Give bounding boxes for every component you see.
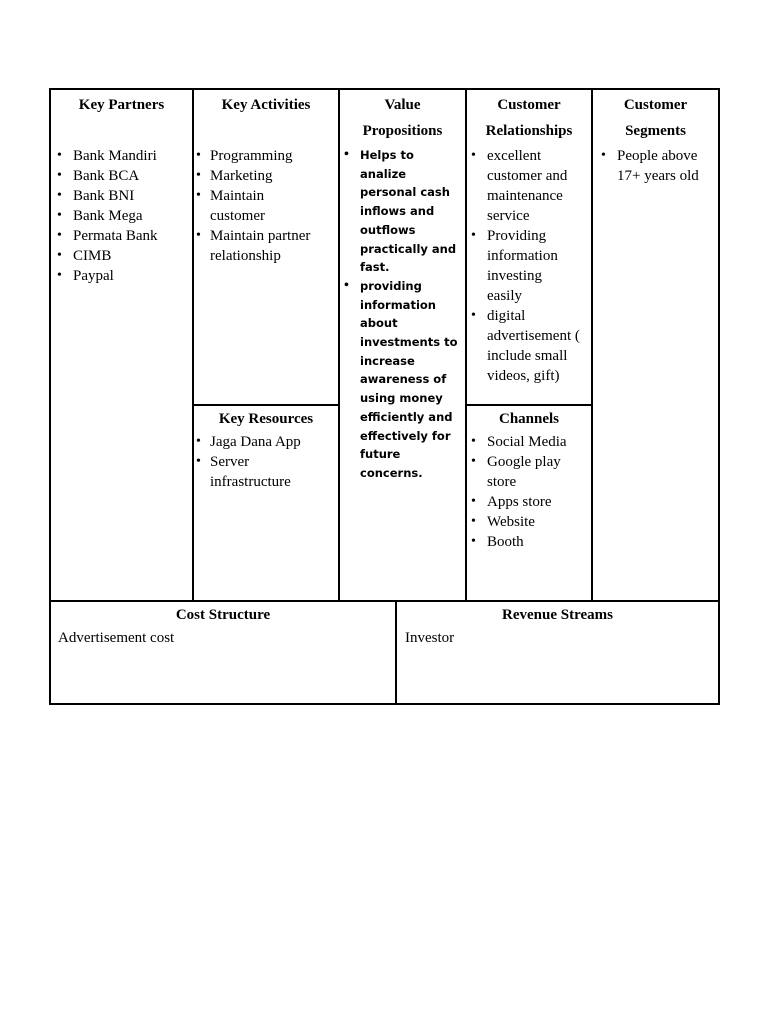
key-resources-heading: Key Resources bbox=[218, 411, 314, 427]
list-item: • excellent customer and maintenance service bbox=[467, 146, 591, 226]
cost-structure-heading: Cost Structure bbox=[175, 607, 271, 623]
key-activities-section bbox=[194, 90, 338, 404]
key-resources-list bbox=[194, 432, 338, 492]
list-item: • CIMB bbox=[53, 246, 192, 266]
channels-list bbox=[467, 432, 591, 552]
customer-segments-section bbox=[593, 90, 718, 600]
cost-structure-section bbox=[51, 602, 395, 703]
revenue-streams-section bbox=[397, 602, 718, 703]
list-item: • Social Media bbox=[467, 432, 581, 452]
key-partners-list bbox=[51, 146, 192, 286]
list-item: • digital advertisement ( include small videos, gift) bbox=[467, 306, 591, 386]
border-right bbox=[718, 88, 720, 705]
value-propositions-section bbox=[340, 90, 465, 600]
list-item: • Bank Mega bbox=[53, 206, 192, 226]
list-item: • Paypal bbox=[53, 266, 192, 286]
revenue-streams-heading: Revenue Streams bbox=[502, 607, 613, 623]
list-item: • Apps store bbox=[467, 492, 581, 512]
revenue-streams-text: Investor bbox=[405, 630, 455, 646]
customer-relationships-heading: Customer Relationships bbox=[485, 97, 573, 139]
channels-section bbox=[467, 406, 591, 600]
list-item: • Booth bbox=[467, 532, 581, 552]
list-item: • Bank Mandiri bbox=[53, 146, 192, 166]
value-propositions-heading: Value Propositions bbox=[362, 97, 443, 139]
customer-relationships-section bbox=[467, 90, 591, 404]
key-partners-heading: Key Partners bbox=[78, 97, 165, 113]
list-item: • Programming bbox=[194, 146, 338, 166]
list-item: • Google play store bbox=[467, 452, 581, 492]
key-activities-heading: Key Activities bbox=[221, 97, 311, 113]
list-item: • Server infrastructure bbox=[194, 452, 338, 492]
value-propositions-list bbox=[340, 146, 465, 483]
list-item: • Maintain partner relationship bbox=[194, 226, 338, 266]
border-bottom bbox=[49, 703, 720, 705]
list-item: • Jaga Dana App bbox=[194, 432, 338, 452]
key-resources-section bbox=[194, 406, 338, 600]
list-item: • Marketing bbox=[194, 166, 338, 186]
list-item: • Helps to analize personal cash inflows and outflows practically and fast. bbox=[340, 146, 459, 277]
list-item: • Providing information investing easily bbox=[467, 226, 591, 306]
list-item: • Bank BNI bbox=[53, 186, 192, 206]
customer-segments-heading: Customer Segments bbox=[623, 97, 688, 139]
channels-heading: Channels bbox=[498, 411, 560, 427]
list-item: • Bank BCA bbox=[53, 166, 192, 186]
list-item: • Permata Bank bbox=[53, 226, 192, 246]
list-item: • Website bbox=[467, 512, 581, 532]
list-item: • providing information about investments to increase awareness of using money efficiently and effectively for future concerns. bbox=[340, 277, 459, 483]
cost-structure-text: Advertisement cost bbox=[58, 630, 175, 646]
key-partners-section bbox=[51, 90, 192, 600]
customer-segments-list bbox=[593, 146, 718, 186]
customer-relationships-list bbox=[467, 146, 591, 386]
business-model-canvas bbox=[49, 88, 720, 705]
list-item: • People above 17+ years old bbox=[597, 146, 710, 186]
list-item: • Maintain customer bbox=[194, 186, 338, 226]
key-activities-list bbox=[194, 146, 338, 266]
